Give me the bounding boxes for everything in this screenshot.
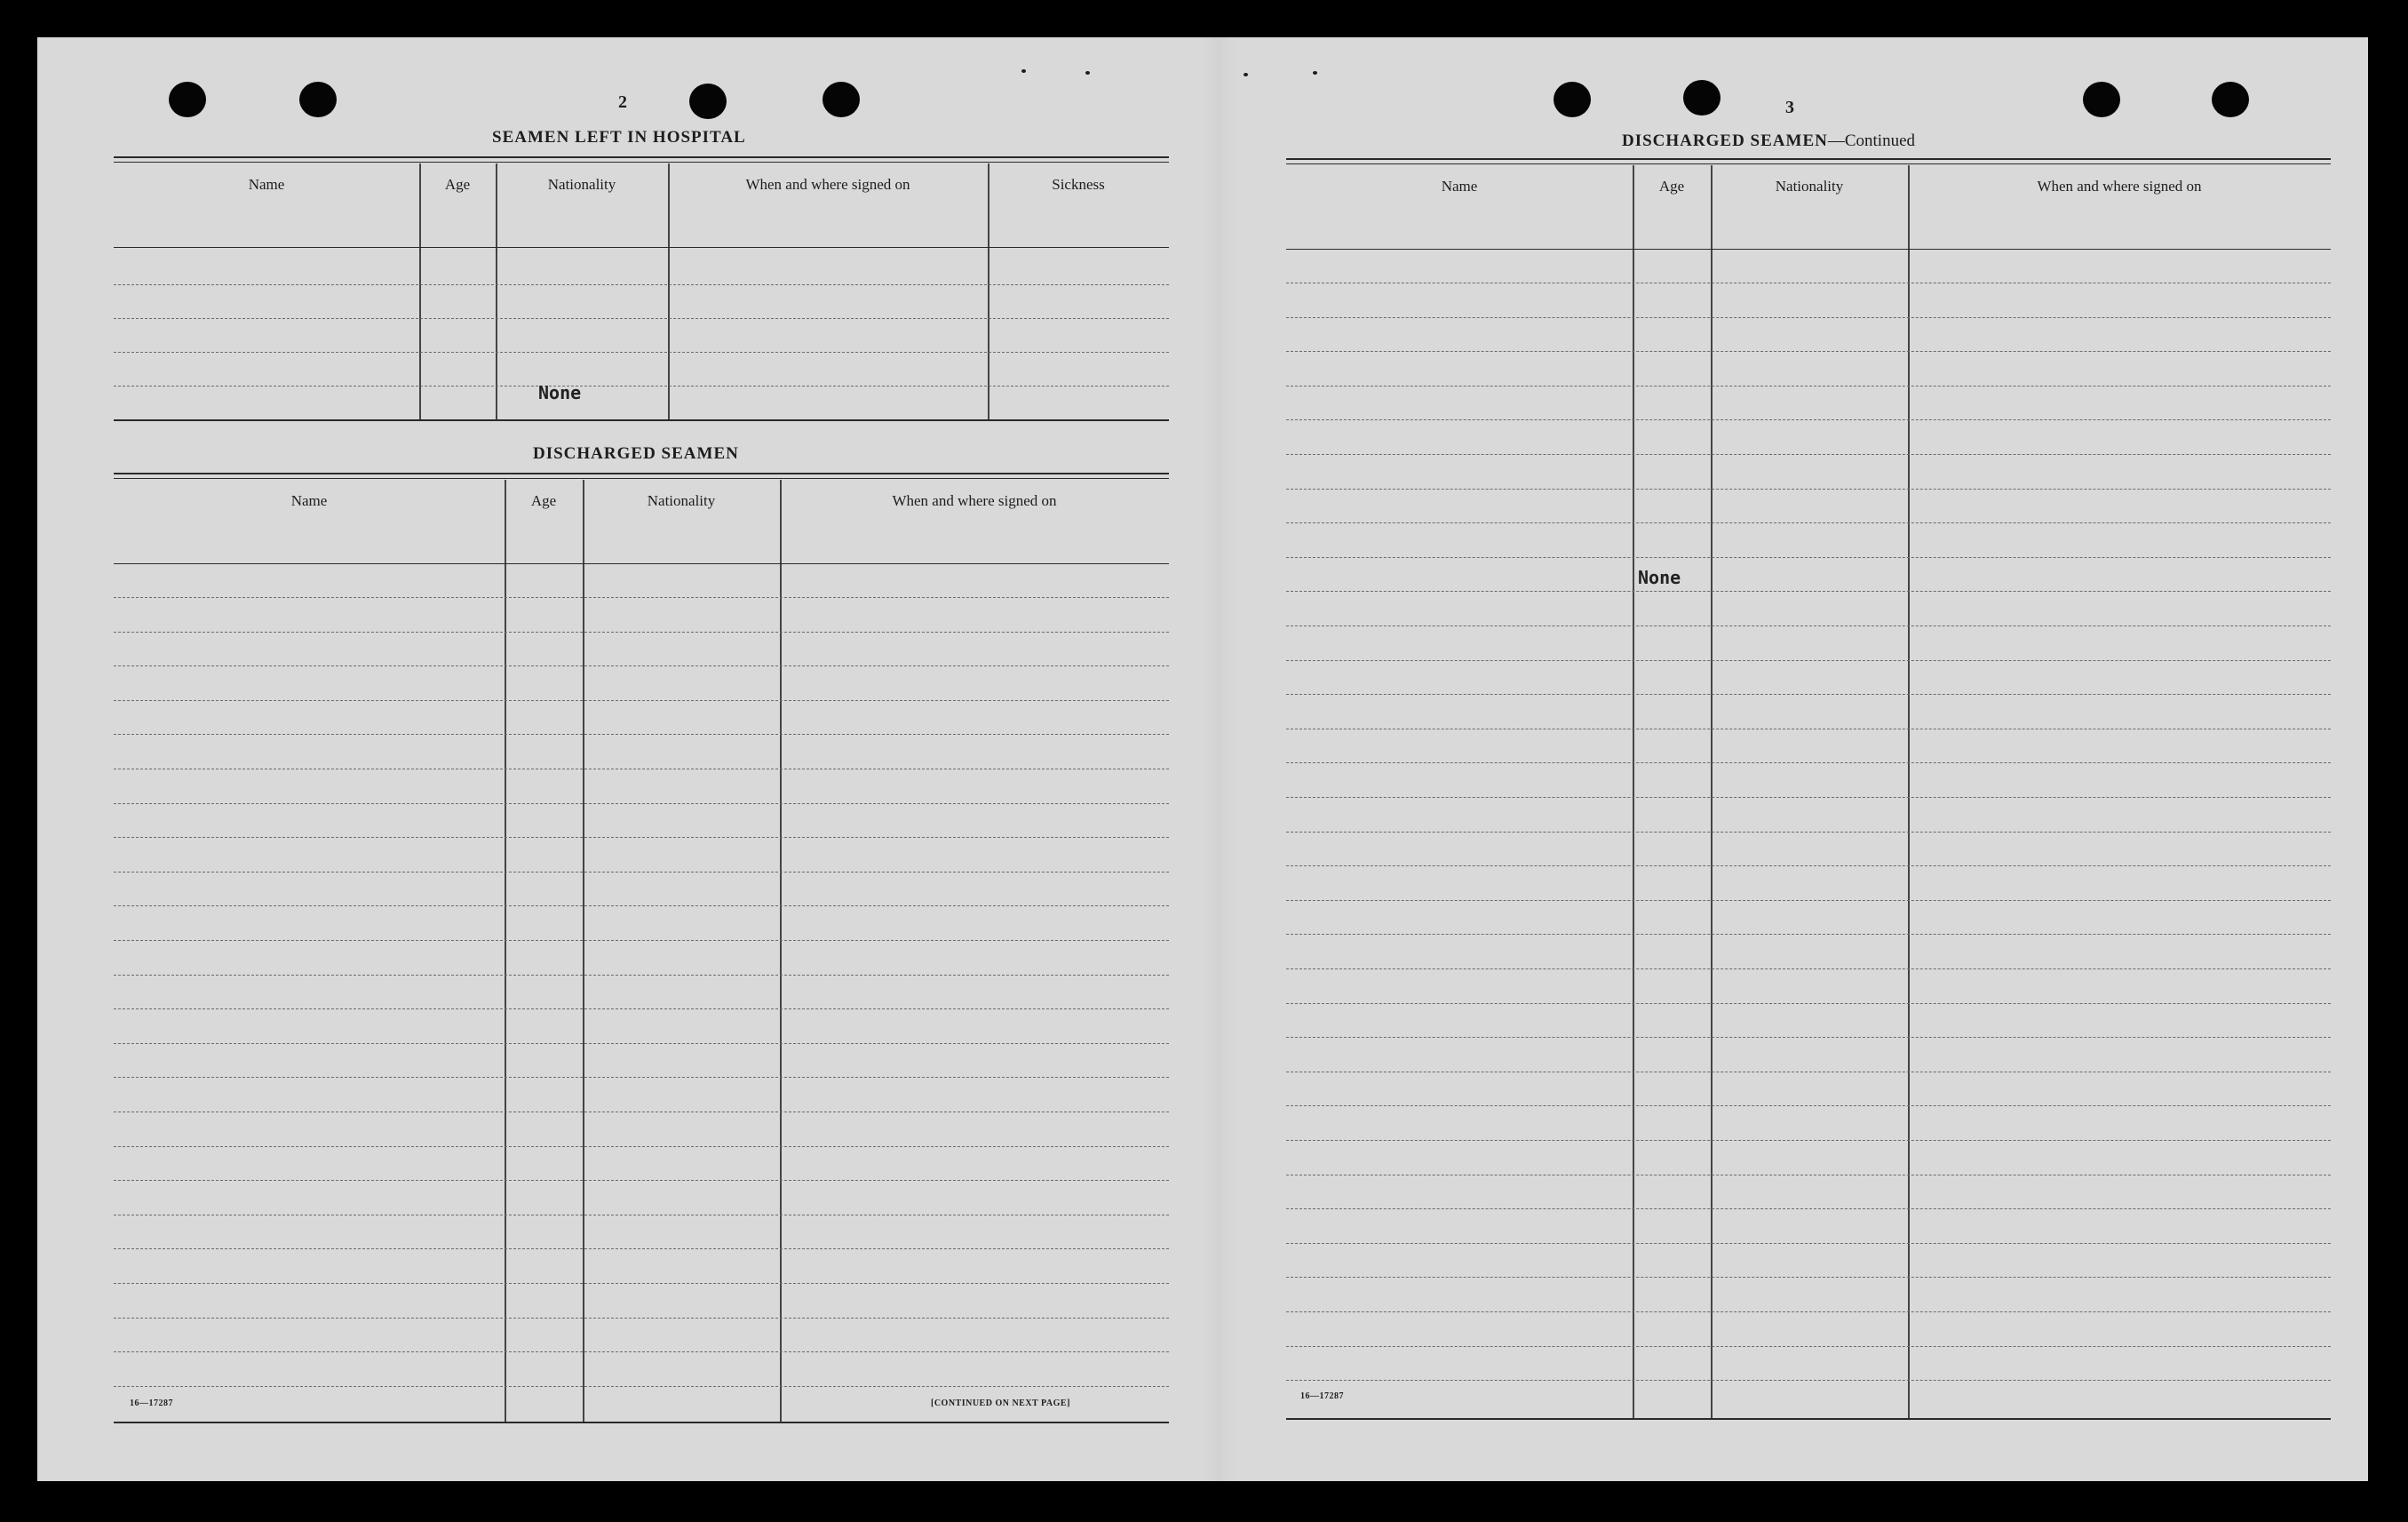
table-top-rule [114, 473, 1169, 474]
table-row [1286, 522, 2331, 523]
table-row [114, 1248, 1169, 1249]
continued-note: [CONTINUED ON NEXT PAGE] [931, 1398, 1070, 1408]
table-row [114, 597, 1169, 598]
table-row [114, 734, 1169, 735]
hospital-section-title: SEAMEN LEFT IN HOSPITAL [492, 128, 746, 147]
table-row [114, 1386, 1169, 1387]
table-row [114, 975, 1169, 976]
table-row [114, 632, 1169, 633]
punch-hole [1683, 80, 1721, 116]
table-row [1286, 762, 2331, 763]
document-sheet [37, 37, 2368, 1481]
table-top-rule [1286, 158, 2331, 160]
table-row [1286, 591, 2331, 592]
table-row [114, 1008, 1169, 1009]
table-row [1286, 1140, 2331, 1141]
column-header-age: Age [444, 176, 471, 193]
table-row [114, 837, 1169, 838]
table-row [114, 284, 1169, 285]
table-row [114, 1146, 1169, 1147]
column-divider [988, 163, 989, 421]
punch-hole [2212, 82, 2249, 117]
table-row [1286, 934, 2331, 935]
table-row [114, 872, 1169, 873]
column-divider [1711, 165, 1713, 1418]
continued-suffix: —Continued [1827, 131, 1916, 150]
column-header-name: Name [248, 176, 285, 193]
hospital-table [114, 156, 1169, 426]
table-row [1286, 489, 2331, 490]
column-header-age: Age [530, 492, 557, 509]
table-row [1286, 1243, 2331, 1244]
table-row [114, 1043, 1169, 1044]
table-row [1286, 865, 2331, 866]
discharged-continued-title [1622, 131, 1915, 151]
page-fold [1201, 37, 1236, 1481]
table-row [1286, 1346, 2331, 1347]
page-number-left: 2 [618, 92, 627, 112]
table-row [1286, 832, 2331, 833]
table-row [114, 665, 1169, 666]
column-header-sickness: Sickness [1052, 176, 1105, 193]
table-row [114, 1180, 1169, 1181]
form-number-right: 16—17287 [1300, 1391, 1344, 1401]
table-row [1286, 968, 2331, 969]
table-row [1286, 1380, 2331, 1381]
speck [1021, 69, 1026, 73]
table-top-rule [114, 156, 1169, 158]
table-top-rule [1286, 163, 2331, 164]
punch-hole [2083, 82, 2120, 117]
table-row [1286, 900, 2331, 901]
table-row [114, 352, 1169, 353]
table-row [1286, 1105, 2331, 1106]
discharged-table-right [1286, 158, 2331, 1427]
table-row [1286, 317, 2331, 318]
speck [1244, 73, 1248, 76]
table-row [1286, 1277, 2331, 1278]
header-underline [114, 247, 1169, 248]
hospital-entry-none: None [538, 382, 582, 403]
table-row [1286, 557, 2331, 558]
column-header-signed-on: When and where signed on [892, 492, 1057, 509]
table-row [114, 940, 1169, 941]
table-row [1286, 419, 2331, 420]
punch-hole [1554, 82, 1591, 117]
table-row [114, 1351, 1169, 1352]
speck [1085, 71, 1090, 75]
page-number-right: 3 [1785, 98, 1794, 117]
table-bottom-rule [114, 1422, 1169, 1423]
table-row [1286, 351, 2331, 352]
table-row [1286, 797, 2331, 798]
punch-hole [823, 82, 860, 117]
column-header-signed-on: When and where signed on [745, 176, 910, 193]
column-divider [668, 163, 670, 421]
column-divider [496, 163, 497, 421]
discharged-section-title: DISCHARGED SEAMEN [533, 444, 739, 463]
table-row [1286, 454, 2331, 455]
punch-hole [689, 84, 727, 119]
table-row [114, 1283, 1169, 1284]
table-bottom-rule [1286, 1418, 2331, 1420]
discharged-entry-none: None [1638, 567, 1681, 588]
column-header-name: Name [1441, 178, 1478, 195]
table-row [114, 1318, 1169, 1319]
table-row [114, 318, 1169, 319]
column-header-age: Age [1658, 178, 1685, 195]
speck [1313, 71, 1317, 75]
column-header-signed-on: When and where signed on [2037, 178, 2202, 195]
column-divider [1908, 165, 1910, 1418]
header-underline [1286, 249, 2331, 250]
discharged-table-left [114, 473, 1169, 1430]
table-row [1286, 694, 2331, 695]
table-row [1286, 1003, 2331, 1004]
column-header-nationality: Nationality [647, 492, 716, 509]
column-header-name: Name [290, 492, 328, 509]
column-divider [505, 480, 506, 1422]
header-underline [114, 563, 1169, 564]
table-row [114, 803, 1169, 804]
discharged-continued-title-text: DISCHARGED SEAMEN [1622, 131, 1828, 150]
table-row [1286, 1208, 2331, 1209]
table-top-rule [114, 162, 1169, 163]
column-header-nationality: Nationality [547, 176, 616, 193]
table-row [1286, 1037, 2331, 1038]
table-row [114, 1077, 1169, 1078]
column-divider [583, 480, 584, 1422]
column-divider [419, 163, 421, 421]
column-header-nationality: Nationality [1775, 178, 1844, 195]
punch-hole [169, 82, 206, 117]
table-row [114, 905, 1169, 906]
table-row [1286, 1311, 2331, 1312]
table-row [1286, 660, 2331, 661]
punch-hole [299, 82, 337, 117]
form-number-left: 16—17287 [130, 1398, 173, 1408]
table-bottom-rule [114, 419, 1169, 421]
table-top-rule [114, 478, 1169, 479]
column-divider [1633, 165, 1634, 1418]
table-row [114, 700, 1169, 701]
column-divider [780, 480, 782, 1422]
